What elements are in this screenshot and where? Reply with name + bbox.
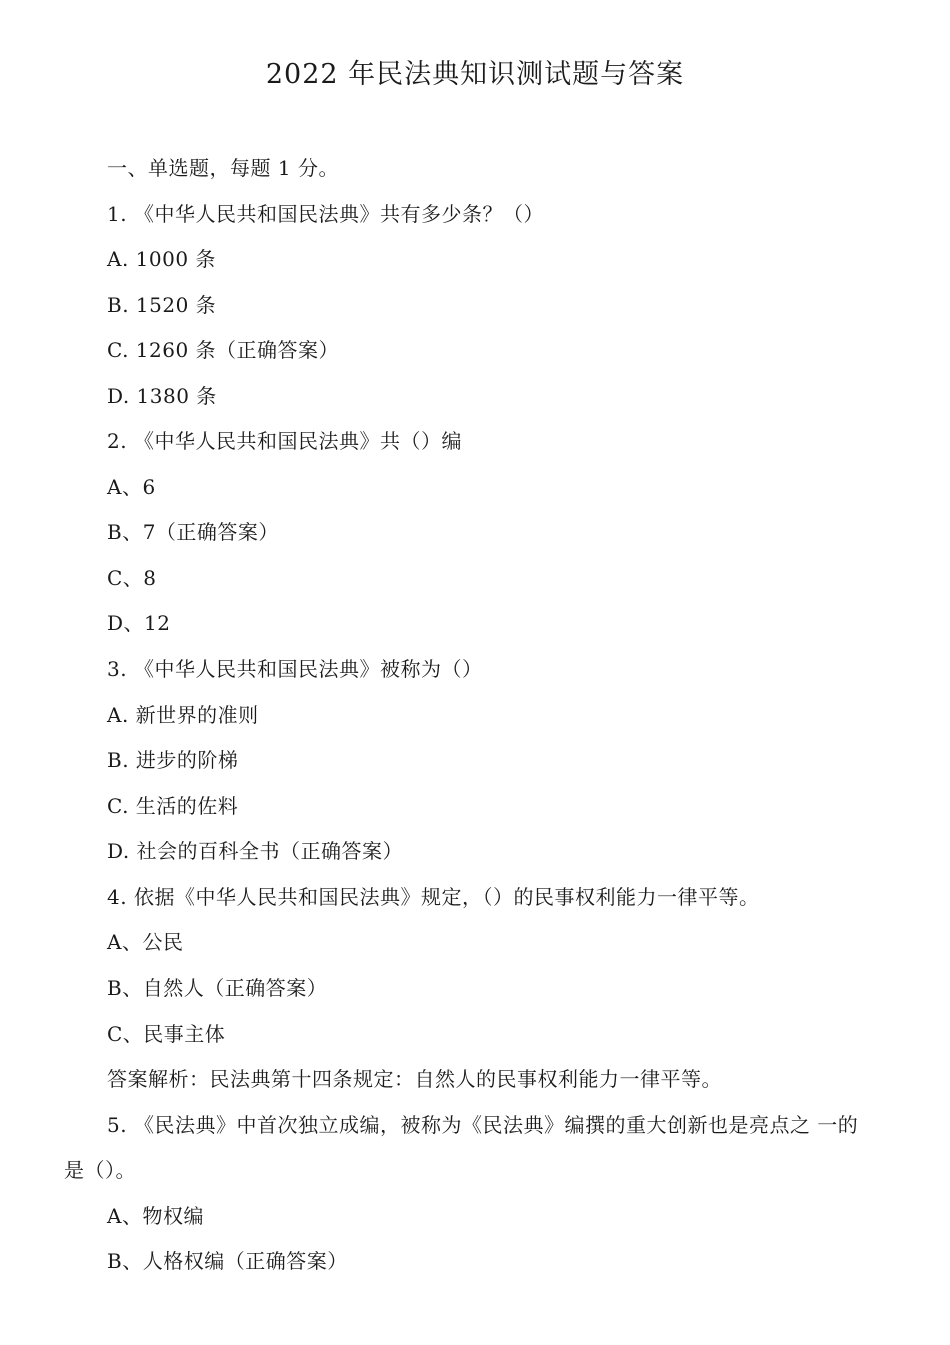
- option-1b: B. 1520 条: [107, 293, 217, 317]
- option-4a: A、公民: [107, 930, 184, 954]
- option-2c: C、8: [107, 566, 157, 590]
- option-3c: C. 生活的佐料: [107, 794, 239, 818]
- section-heading: 一、单选题，每题 1 分。: [107, 156, 339, 180]
- option-1d: D. 1380 条: [107, 384, 217, 408]
- option-4c: C、民事主体: [107, 1022, 226, 1046]
- option-3a: A. 新世界的准则: [107, 703, 259, 727]
- option-4b: B、自然人（正确答案）: [107, 976, 328, 1000]
- question-3: 3. 《中华人民共和国民法典》被称为（）: [107, 657, 483, 681]
- document-title: 2022 年民法典知识测试题与答案: [265, 59, 685, 90]
- answer-explanation: 答案解析：民法典第十四条规定：自然人的民事权利能力一律平等。: [107, 1067, 722, 1091]
- question-4: 4. 依据《中华人民共和国民法典》规定，（）的民事权利能力一律平等。: [107, 885, 760, 909]
- question-5-continuation: 是（）。: [64, 1158, 136, 1182]
- question-2: 2. 《中华人民共和国民法典》共（）编: [107, 429, 462, 453]
- option-3d: D. 社会的百科全书（正确答案）: [107, 839, 404, 863]
- option-1a: A. 1000 条: [107, 247, 216, 271]
- option-5a: A、物权编: [107, 1204, 204, 1228]
- option-2a: A、6: [107, 475, 156, 499]
- option-2b: B、7（正确答案）: [107, 520, 279, 544]
- option-5b: B、人格权编（正确答案）: [107, 1249, 348, 1273]
- question-5: 5. 《民法典》中首次独立成编，被称为《民法典》编撰的重大创新也是亮点之 一的: [107, 1113, 859, 1137]
- option-1c: C. 1260 条（正确答案）: [107, 338, 340, 362]
- option-3b: B. 进步的阶梯: [107, 748, 239, 772]
- option-2d: D、12: [107, 611, 171, 635]
- question-1: 1. 《中华人民共和国民法典》共有多少条？（）: [107, 202, 544, 226]
